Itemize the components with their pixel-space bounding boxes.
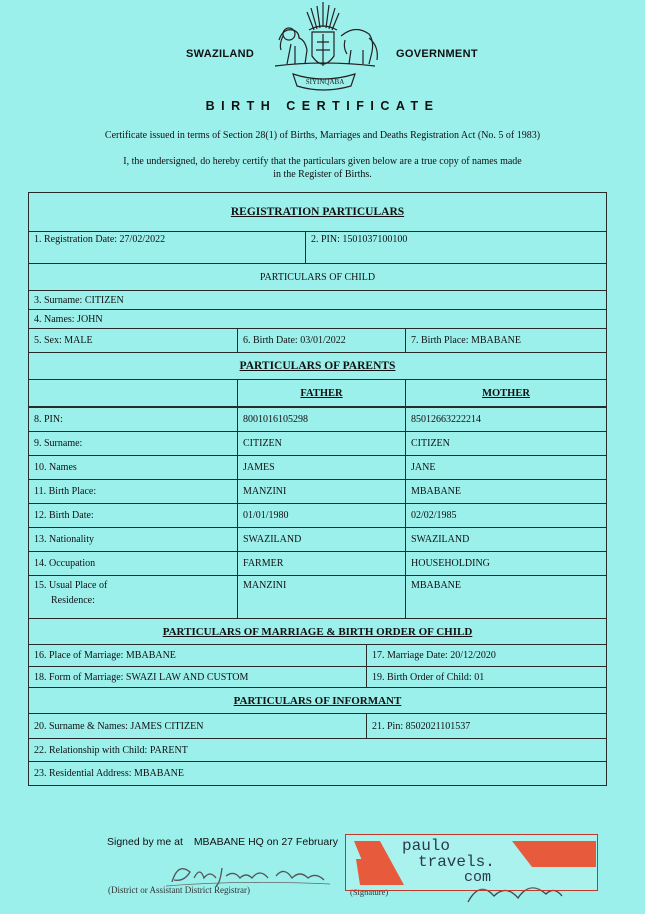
parent-row-father: 8001016105298 (237, 407, 406, 432)
parent-row-label: 13. Nationality (28, 527, 238, 552)
child-sex: 5. Sex: MALE (28, 328, 238, 353)
child-names: 4. Names: JOHN (28, 309, 607, 329)
watermark-line1: paulo (402, 837, 451, 855)
parent-row-mother: JANE (405, 455, 607, 480)
child-surname: 3. Surname: CITIZEN (28, 290, 607, 310)
signature-label: (Signature) (350, 887, 389, 897)
parent-row-label: 11. Birth Place: (28, 479, 238, 504)
residence-label-line2: Residence: (51, 595, 95, 606)
informant-heading: PARTICULARS OF INFORMANT (28, 687, 607, 714)
child-birth-place: 7. Birth Place: MBABANE (405, 328, 607, 353)
watermark-line3: com (464, 869, 492, 886)
child-heading: PARTICULARS OF CHILD (28, 263, 607, 291)
statute-line: Certificate issued in terms of Section 28(1) of Births, Marriages and Deaths Registration Act (No. 5 of 1983) (104, 130, 541, 141)
registration-heading: REGISTRATION PARTICULARS (28, 192, 607, 232)
registrar-label: (District or Assistant District Registrar) (108, 885, 250, 895)
marriage-heading: PARTICULARS OF MARRIAGE & BIRTH ORDER OF CHILD (28, 618, 607, 645)
parent-row-label: 8. PIN: (28, 407, 238, 432)
parent-row-mother: CITIZEN (405, 431, 607, 456)
parents-label-header (28, 379, 238, 407)
parent-row-father: JAMES (237, 455, 406, 480)
header-government: GOVERNMENT (396, 48, 478, 60)
parent-row-father: SWAZILAND (237, 527, 406, 552)
coat-of-arms-emblem (265, 0, 387, 92)
parent-row-father: FARMER (237, 551, 406, 576)
parent-row-label: 9. Surname: (28, 431, 238, 456)
informant-address: 23. Residential Address: MBABANE (28, 761, 607, 786)
residence-father: MANZINI (237, 575, 406, 619)
parent-row-mother: SWAZILAND (405, 527, 607, 552)
watermark-line2: travels. (418, 853, 495, 871)
watermark-stamp (345, 834, 598, 891)
page-title: BIRTH CERTIFICATE (205, 99, 440, 113)
signed-prefix: Signed by me at (107, 836, 183, 848)
residence-mother: MBABANE (405, 575, 607, 619)
informant-pin: 21. Pin: 8502021101537 (366, 713, 607, 739)
signed-location-date: MBABANE HQ on 27 February (193, 836, 338, 848)
mother-column-header: MOTHER (405, 379, 607, 407)
child-birth-date: 6. Birth Date: 03/01/2022 (237, 328, 406, 353)
informant-names: 20. Surname & Names: JAMES CITIZEN (28, 713, 367, 739)
parent-row-label: 12. Birth Date: (28, 503, 238, 528)
certify-line-1: I, the undersigned, do hereby certify that the particulars given below are a true copy of names made (123, 156, 522, 167)
marriage-form: 18. Form of Marriage: SWAZI LAW AND CUSTOM (28, 666, 367, 688)
father-column-header: FATHER (237, 379, 406, 407)
marriage-date: 17. Marriage Date: 20/12/2020 (366, 644, 607, 667)
parent-row-mother: HOUSEHOLDING (405, 551, 607, 576)
parent-row-father: 01/01/1980 (237, 503, 406, 528)
parent-row-father: MANZINI (237, 479, 406, 504)
motto-text: SIYINQABA (305, 78, 345, 86)
registration-date: 1. Registration Date: 27/02/2022 (28, 231, 306, 264)
parent-row-mother: MBABANE (405, 479, 607, 504)
parent-row-mother: 02/02/1985 (405, 503, 607, 528)
signed-line (107, 836, 338, 848)
certify-line-2: in the Register of Births. (273, 169, 372, 180)
birth-order: 19. Birth Order of Child: 01 (366, 666, 607, 688)
header-swaziland: SWAZILAND (186, 48, 255, 60)
parents-heading: PARTICULARS OF PARENTS (28, 352, 607, 380)
informant-relationship: 22. Relationship with Child: PARENT (28, 738, 607, 762)
registration-pin: 2. PIN: 1501037100100 (305, 231, 607, 264)
parent-row-mother: 85012663222214 (405, 407, 607, 432)
marriage-place: 16. Place of Marriage: MBABANE (28, 644, 367, 667)
residence-label-line1: 15. Usual Place of (34, 580, 108, 591)
parent-row-father: CITIZEN (237, 431, 406, 456)
residence-label (28, 575, 238, 619)
parent-row-label: 14. Occupation (28, 551, 238, 576)
parent-row-label: 10. Names (28, 455, 238, 480)
